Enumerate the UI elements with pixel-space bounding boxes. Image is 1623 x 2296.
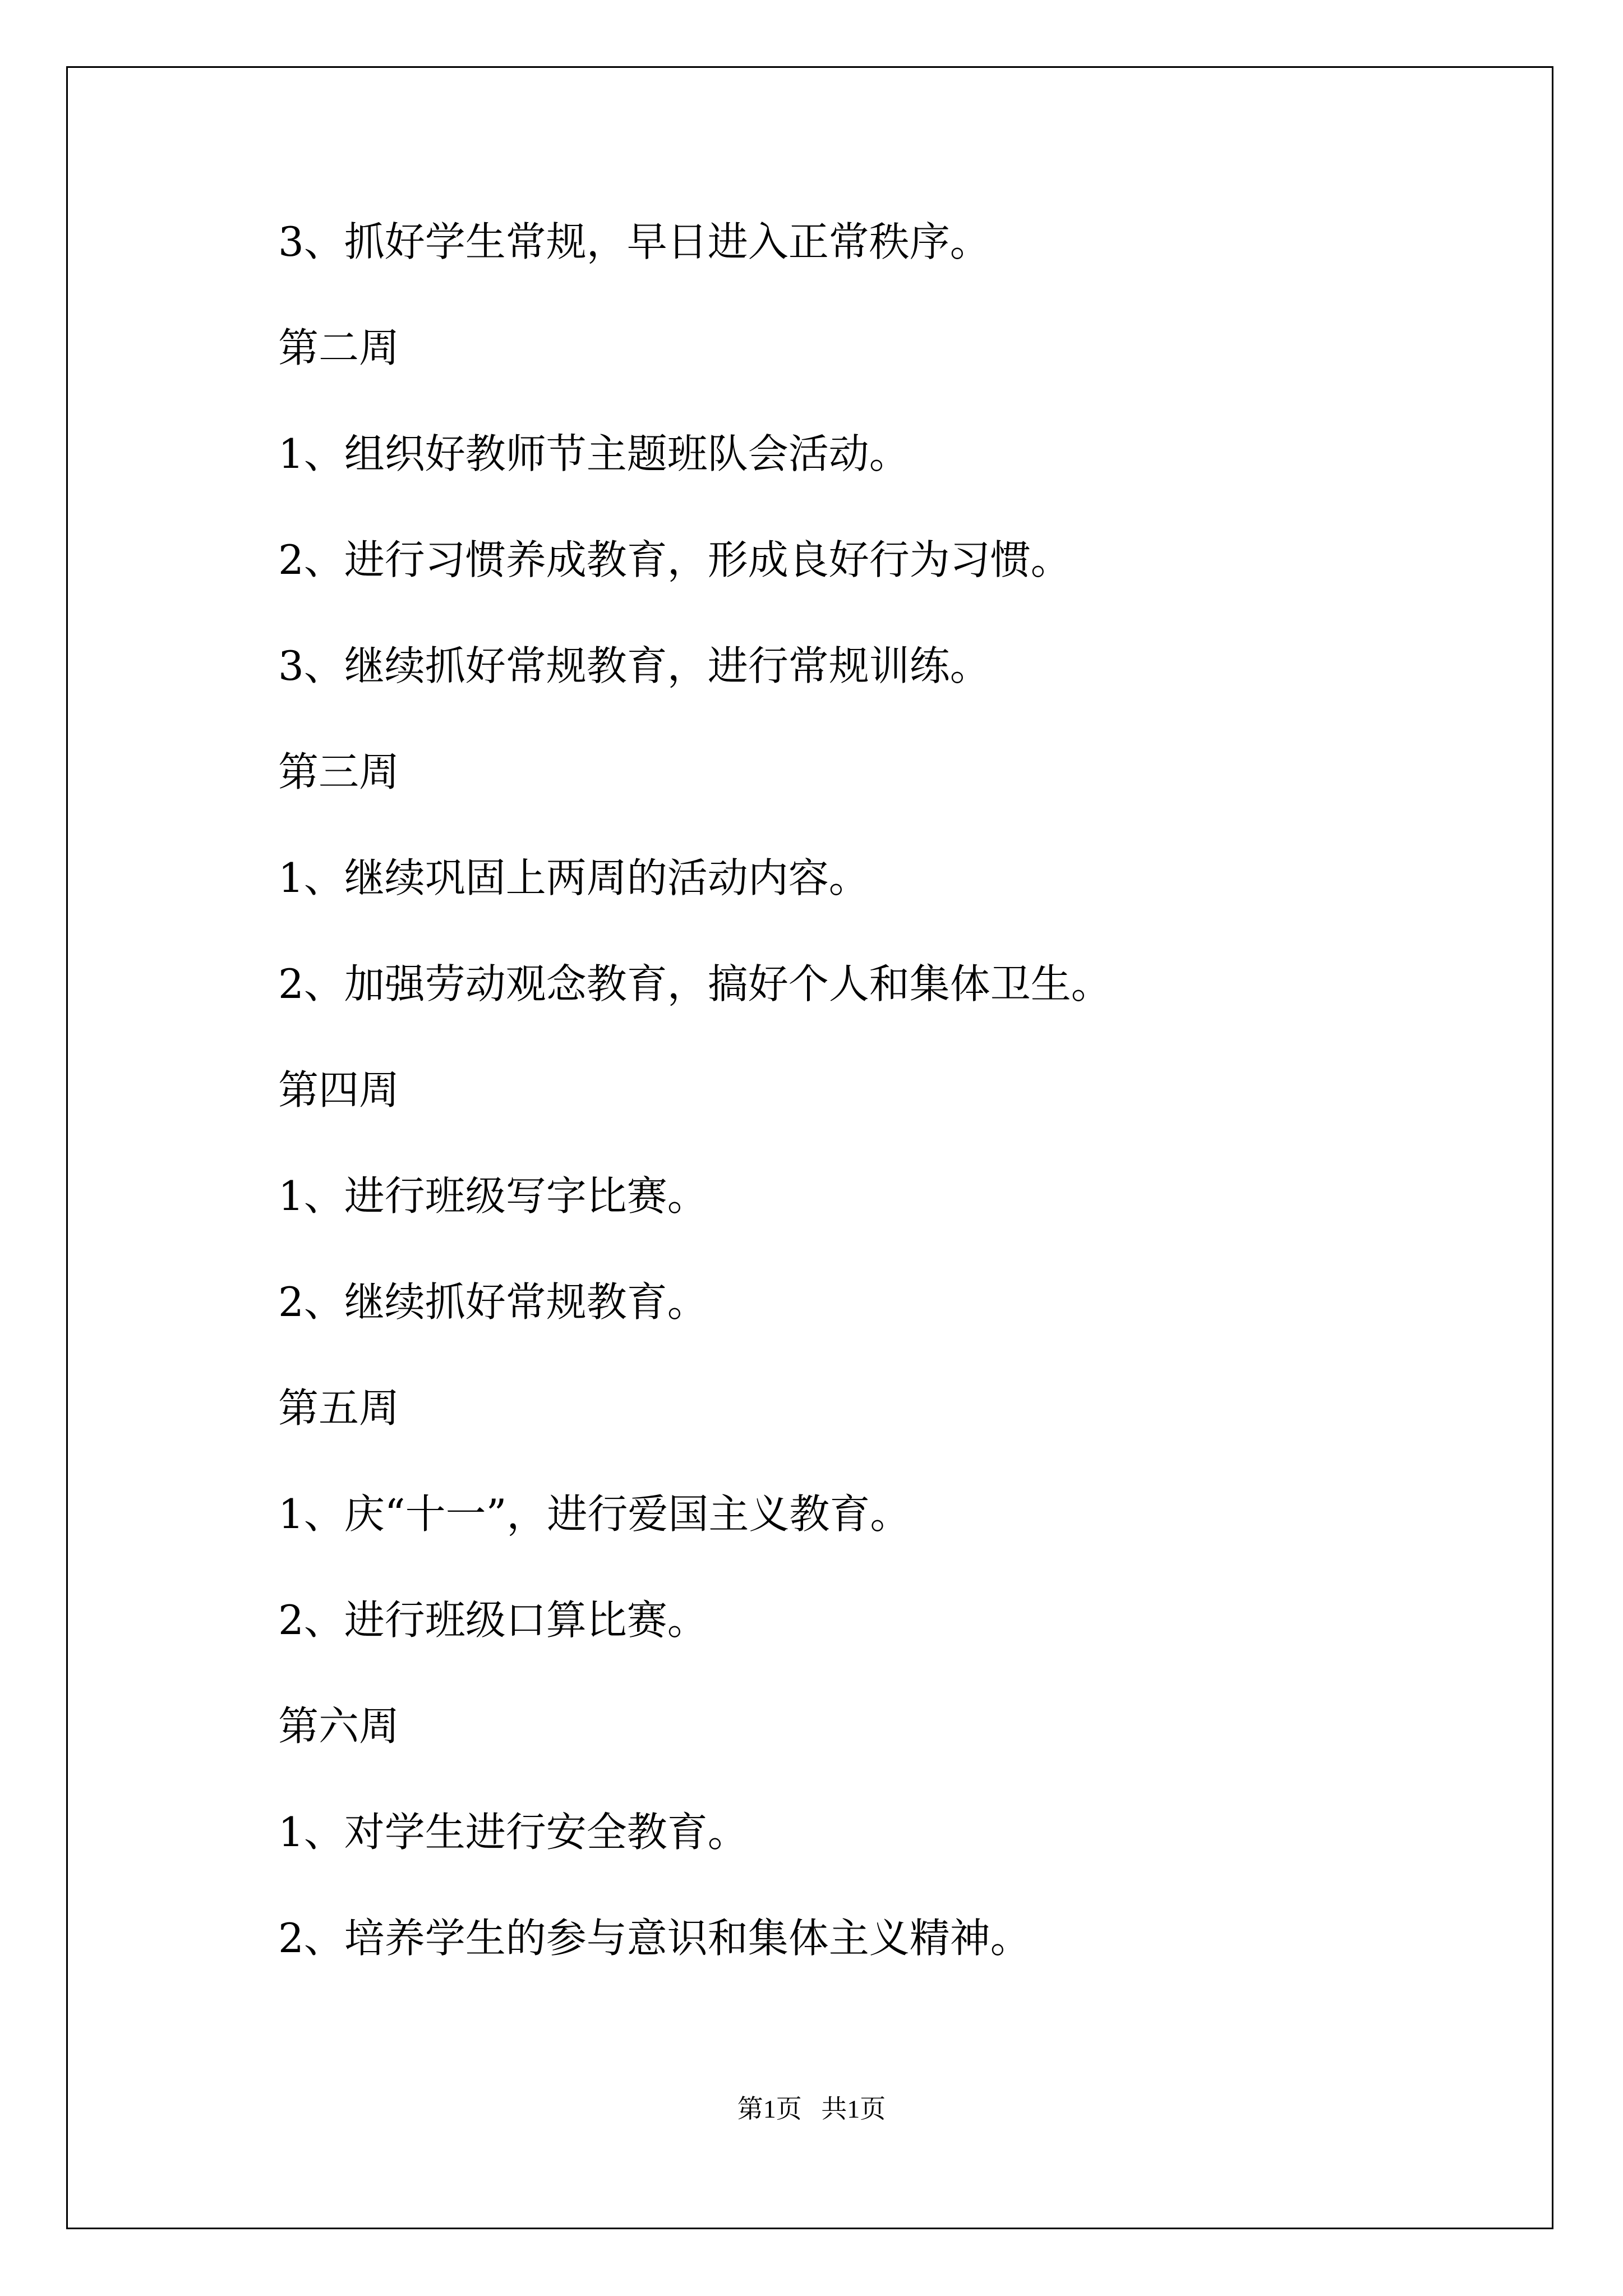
list-item-week2-3: 3、继续抓好常规教育，进行常规训练。 bbox=[278, 642, 990, 689]
list-item-week5-2: 2、进行班级口算比赛。 bbox=[278, 1596, 708, 1644]
list-item-week2-2: 2、进行习惯养成教育，形成良好行为习惯。 bbox=[278, 536, 1071, 583]
list-item-week5-1: 1、庆“十一”，进行爱国主义教育。 bbox=[278, 1490, 911, 1538]
document-body bbox=[278, 218, 1484, 2024]
list-item-week3-1: 1、继续巩固上两周的活动内容。 bbox=[278, 854, 869, 901]
list-item-week1-3: 3、抓好学生常规，早日进入正常秩序。 bbox=[278, 218, 990, 265]
list-item-week4-1: 1、进行班级写字比赛。 bbox=[278, 1172, 708, 1220]
page-number-footer: 第1页 共1页 bbox=[737, 2095, 886, 2123]
week-heading-6: 第六周 bbox=[278, 1703, 400, 1750]
week-heading-4: 第四周 bbox=[278, 1066, 400, 1114]
list-item-week6-1: 1、对学生进行安全教育。 bbox=[278, 1809, 748, 1856]
list-item-week3-2: 2、加强劳动观念教育，搞好个人和集体卫生。 bbox=[278, 960, 1112, 1007]
list-item-week4-2: 2、继续抓好常规教育。 bbox=[278, 1278, 708, 1326]
week-heading-2: 第二周 bbox=[278, 324, 400, 371]
week-heading-5: 第五周 bbox=[278, 1384, 400, 1432]
week-heading-3: 第三周 bbox=[278, 748, 400, 795]
list-item-week6-2: 2、培养学生的参与意识和集体主义精神。 bbox=[278, 1915, 1031, 1962]
list-item-week2-1: 1、组织好教师节主题班队会活动。 bbox=[278, 430, 910, 477]
